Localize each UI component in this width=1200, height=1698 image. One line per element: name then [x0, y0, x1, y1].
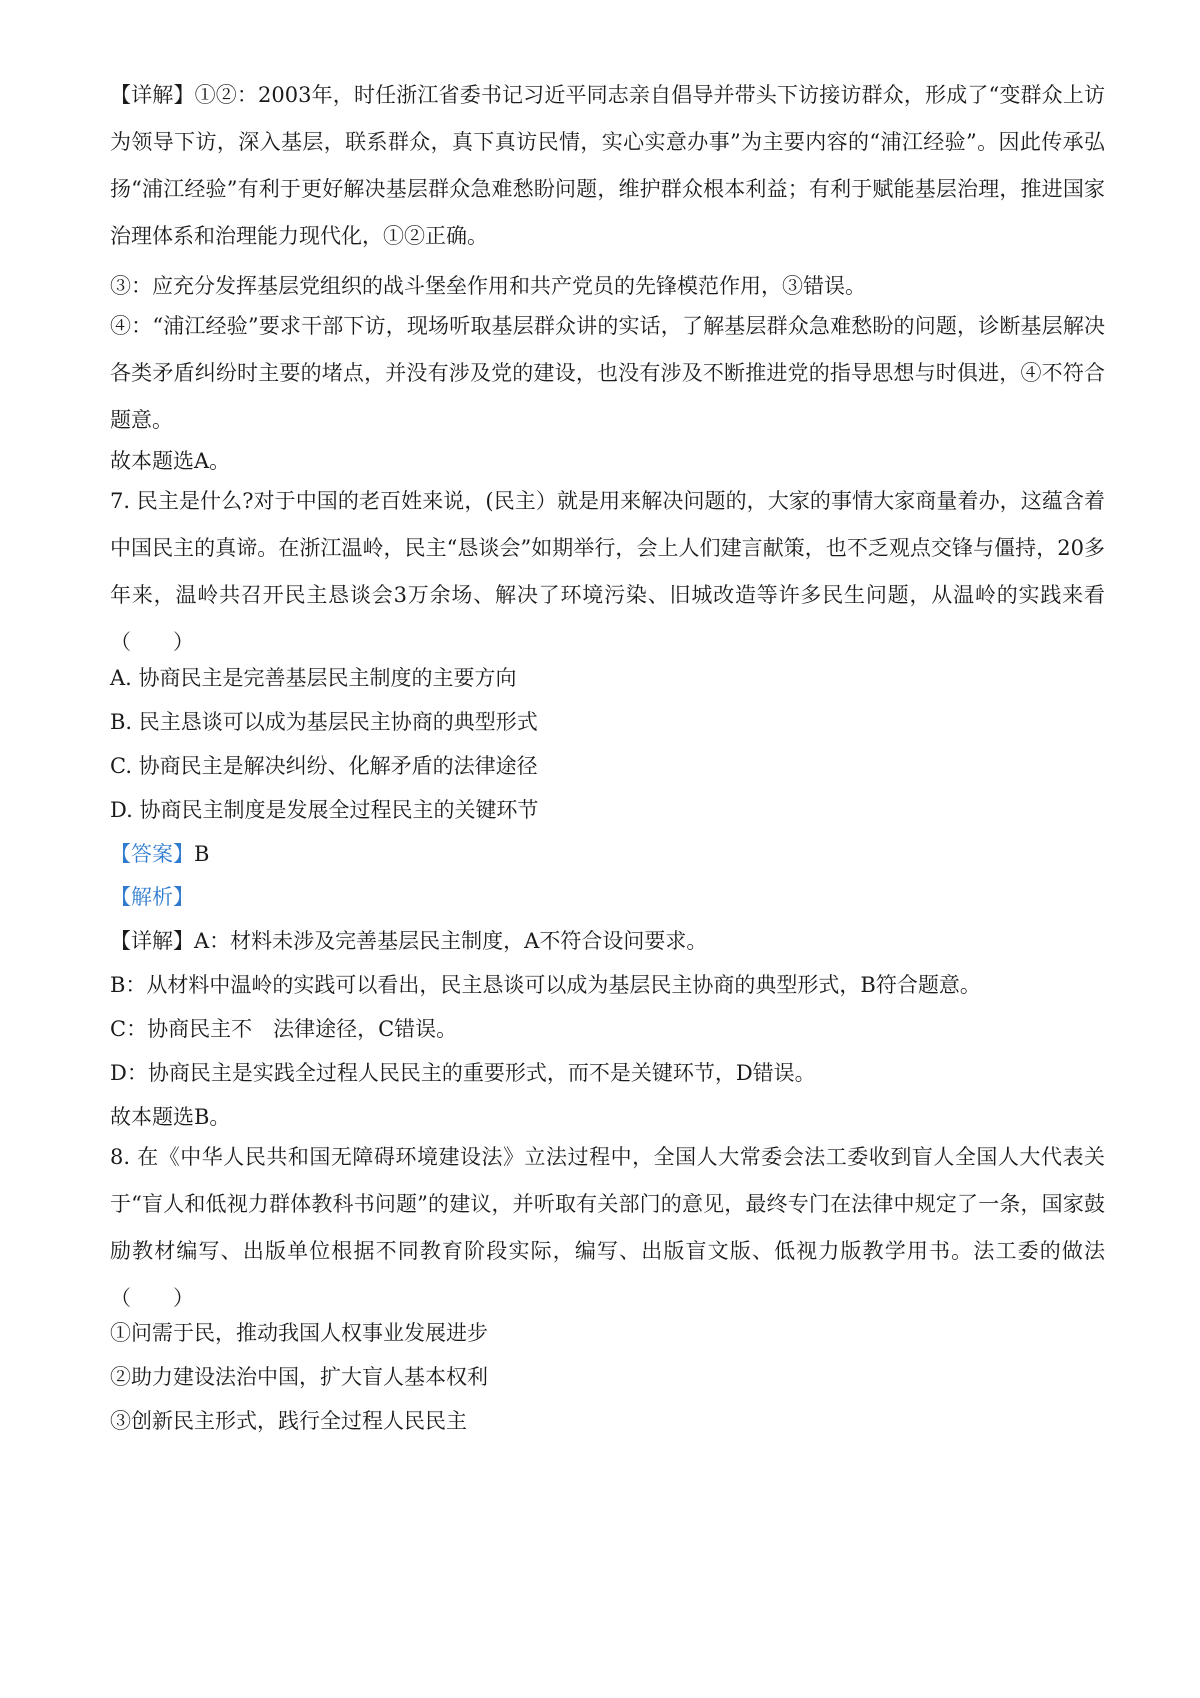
- question-7-stem: 7. 民主是什么?对于中国的老百姓来说，(民主）就是用来解决问题的，大家的事情大家商量着办，这蕴含着中国民主的真谛。在浙江温岭，民主“恳谈会”如期举行，会上人们建言献策，也不乏观点交锋与僵持，20多年来，温岭共召开民主恳谈会3万余场、解决了环境污染、旧城改造等许多民生问题，从温岭的实践来看（ ）: [110, 489, 1105, 654]
- question-7-conclusion: 故本题选B。: [110, 1105, 231, 1129]
- question-7-option-c: C. 协商民主是解决纠纷、化解矛盾的法律途径: [110, 754, 538, 778]
- question-7-option-b: B. 民主恳谈可以成为基层民主协商的典型形式: [110, 710, 538, 734]
- question-8-item-2: ②助力建设法治中国，扩大盲人基本权利: [110, 1365, 488, 1389]
- detail-paragraph-1: 【详解】①②：2003年，时任浙江省委书记习近平同志亲自倡导并带头下访接访群众，形成了“变群众上访为领导下访，深入基层，联系群众，真下真访民情，实心实意办事”为主要内容的“浦江经验”。因此传承弘扬“浦江经验”有利于更好解决基层群众急难愁盼问题，维护群众根本利益；有利于赋能基层治理，推进国家治理体系和治理能力现代化，①②正确。: [110, 83, 1105, 248]
- detail-paragraph-3: ④：“浦江经验”要求干部下访，现场听取基层群众讲的实话，了解基层群众急难愁盼的问题，诊断基层解决各类矛盾纠纷时主要的堵点，并没有涉及党的建设，也没有涉及不断推进党的指导思想与时俱进，④不符合题意。: [110, 314, 1105, 432]
- detail-paragraph-2: ③：应充分发挥基层党组织的战斗堡垒作用和共产党员的先锋模范作用，③错误。: [110, 274, 866, 298]
- analysis-label: 【解析】: [110, 885, 194, 909]
- question-7-option-d: D. 协商民主制度是发展全过程民主的关键环节: [110, 798, 539, 822]
- question-7-detail-c: C：协商民主不 法律途径，C错误。: [110, 1017, 458, 1041]
- detail-conclusion: 故本题选A。: [110, 449, 231, 473]
- question-7-detail-d: D：协商民主是实践全过程人民民主的重要形式，而不是关键环节，D错误。: [110, 1061, 816, 1085]
- question-7-detail-a: 【详解】A：材料未涉及完善基层民主制度，A不符合设问要求。: [110, 929, 708, 953]
- question-8-item-3: ③创新民主形式，践行全过程人民民主: [110, 1409, 467, 1433]
- question-7-detail-b: B：从材料中温岭的实践可以看出，民主恳谈可以成为基层民主协商的典型形式，B符合题意。: [110, 973, 981, 997]
- question-8-item-1: ①问需于民，推动我国人权事业发展进步: [110, 1321, 488, 1345]
- question-8-stem: 8. 在《中华人民共和国无障碍环境建设法》立法过程中，全国人大常委会法工委收到盲人全国人大代表关于“盲人和低视力群体教科书问题”的建议，并听取有关部门的意见，最终专门在法律中规定了一条，国家鼓励教材编写、出版单位根据不同教育阶段实际，编写、出版盲文版、低视力版教学用书。法工委的做法（ ）: [110, 1145, 1105, 1310]
- answer-value: B: [194, 842, 210, 866]
- question-7-answer: [110, 838, 209, 868]
- answer-label: 【答案】: [110, 842, 194, 866]
- question-7-option-a: A. 协商民主是完善基层民主制度的主要方向: [110, 666, 517, 690]
